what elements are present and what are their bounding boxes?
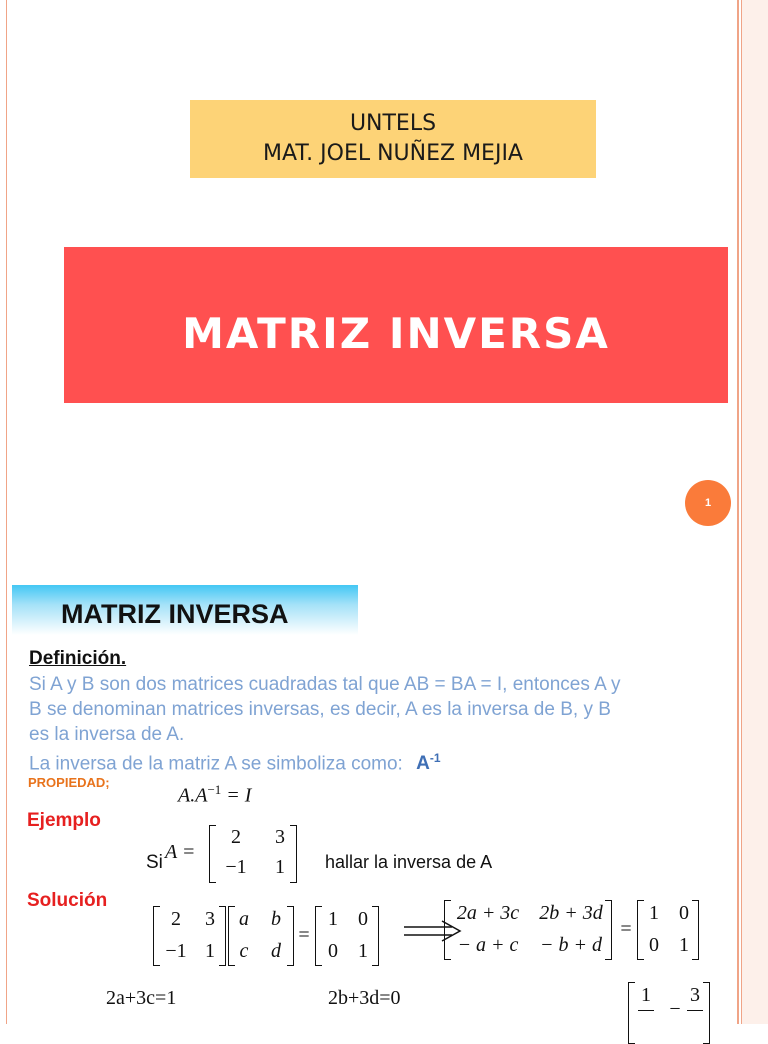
symbol-exponent: -1 (429, 751, 441, 765)
matrix-unknown-right-bracket (287, 906, 294, 966)
product-cell: 2a + 3c (456, 902, 520, 924)
slide-border-left (6, 0, 7, 568)
identity-cell: 1 (328, 908, 338, 930)
identity-left-bracket (315, 906, 322, 966)
matrix-a-cell: −1 (225, 856, 247, 878)
symbol-base: A (416, 753, 430, 775)
formula-rest: = I (221, 784, 252, 807)
slide-border-left (6, 568, 7, 1024)
matrix-unknown-cell: d (271, 940, 281, 962)
example-label: Ejemplo (27, 810, 101, 831)
matrix-a2-cell: 2 (171, 908, 181, 930)
definition-heading: Definición. (29, 648, 127, 669)
identity-cell: 1 (358, 940, 368, 962)
matrix-a2-cell: 1 (205, 940, 215, 962)
page-number-badge: 1 (685, 480, 731, 526)
matrix-a2-right-bracket (219, 906, 226, 966)
slide-border-right (737, 0, 739, 568)
slide-side-strip (741, 568, 768, 1024)
definition-line-2: B se denominan matrices inversas, es decir, A es la inversa de B, y B (29, 699, 611, 720)
matrix-a-cell: 2 (231, 826, 241, 848)
symbol-text: La inversa de la matriz A se simboliza como: (29, 753, 403, 775)
identity2-cell: 0 (649, 934, 659, 956)
equals-sign: = (620, 918, 632, 940)
title-banner (64, 247, 728, 403)
matrix-a2-cell: −1 (165, 940, 187, 962)
product-cell: − a + c (457, 934, 519, 956)
slide-title: MATRIZ INVERSA (182, 309, 610, 358)
product-cell: − b + d (540, 934, 602, 956)
definition-line-3: es la inversa de A. (29, 724, 185, 745)
product-right-bracket (605, 900, 612, 960)
result-right-bracket (703, 982, 710, 1044)
matrix-unknown-cell: c (239, 940, 249, 962)
definition-line-1: Si A y B son dos matrices cuadradas tal que AB = BA = I, entonces A y (29, 674, 621, 695)
formula-left: A.A (178, 784, 208, 807)
matrix-unknown-cell: b (271, 908, 281, 930)
example-si: Si (146, 852, 163, 873)
identity-cell: 0 (358, 908, 368, 930)
identity2-cell: 1 (649, 902, 659, 924)
result-numerator-1: 1 (641, 984, 651, 1006)
fraction-bar-1 (638, 1010, 654, 1011)
result-numerator-2: 3 (690, 984, 700, 1006)
author-box (190, 100, 596, 178)
matrix-a-cell: 3 (275, 826, 285, 848)
result-left-bracket (628, 982, 635, 1044)
fraction-bar-2 (687, 1010, 703, 1011)
property-formula (178, 782, 251, 808)
slide-border-right (737, 568, 739, 1024)
equation-1: 2a+3c=1 (106, 987, 177, 1009)
example-instruction: hallar la inversa de A (325, 852, 493, 872)
identity-right-bracket (372, 906, 379, 966)
result-minus: − (669, 998, 681, 1020)
product-cell: 2b + 3d (539, 902, 603, 924)
author-line-2: MAT. JOEL NUÑEZ MEJIA (263, 141, 523, 166)
property-label: PROPIEDAD; (28, 775, 110, 790)
section-tab (12, 585, 358, 635)
solution-label: Solución (27, 890, 108, 911)
identity2-cell: 0 (679, 902, 689, 924)
content-slide (0, 568, 768, 1024)
identity2-cell: 1 (679, 934, 689, 956)
matrix-a2-cell: 3 (205, 908, 215, 930)
matrix-a-right-bracket (290, 825, 297, 883)
matrix-a-name: A = (165, 841, 196, 863)
matrix-a-cell: 1 (275, 856, 285, 878)
equals-sign: = (298, 924, 310, 946)
identity-cell: 0 (328, 940, 338, 962)
author-line-1: UNTELS (349, 111, 437, 136)
symbol-sentence (29, 751, 441, 775)
equation-2: 2b+3d=0 (328, 987, 401, 1009)
identity2-right-bracket (692, 900, 699, 960)
matrix-unknown-cell: a (239, 908, 249, 930)
slide-side-strip (741, 0, 768, 568)
section-title: MATRIZ INVERSA (61, 599, 289, 629)
formula-exponent: −1 (207, 782, 222, 797)
